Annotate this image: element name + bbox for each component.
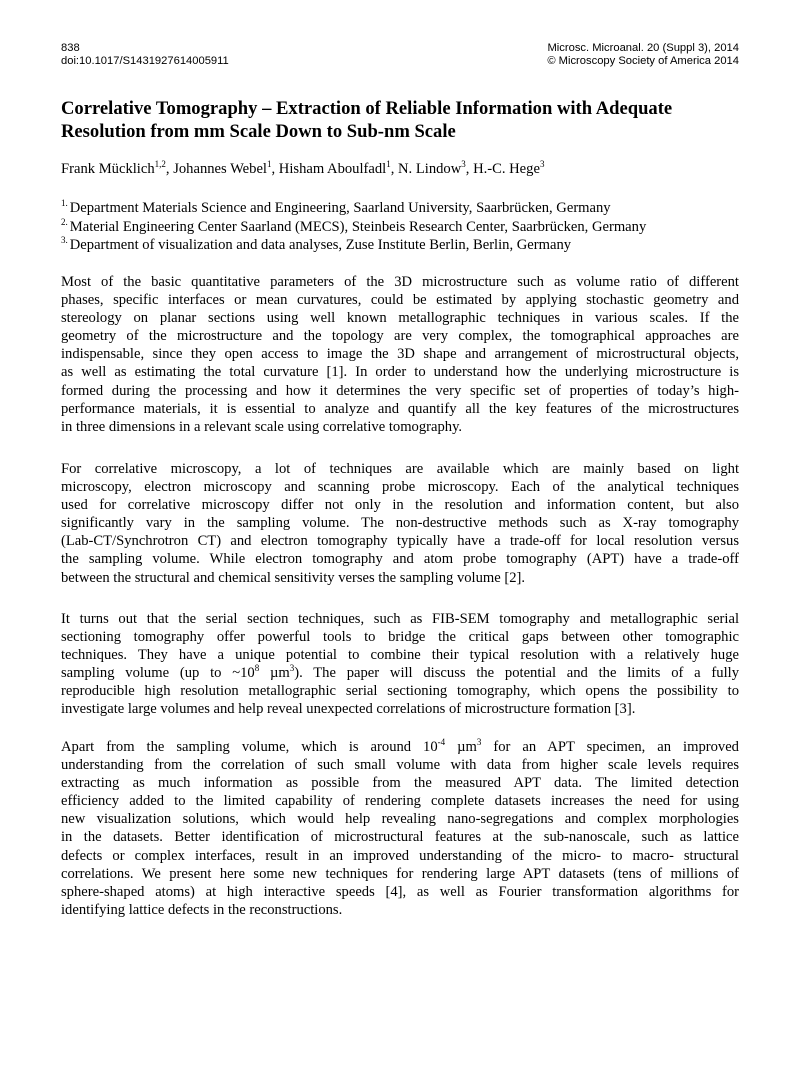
paragraph-line: phases, specific interfaces or mean curvatures, could be estimated by applying stochastic geometry and — [61, 292, 739, 309]
paragraph — [61, 273, 739, 436]
title-line: Correlative Tomography – Extraction of Reliable Information with Adequate — [61, 98, 673, 119]
paragraph-line: It turns out that the serial section techniques, such as FIB-SEM tomography and metallographic serial — [61, 611, 739, 627]
paragraph-line: stereology on planar sections using well known metallographic techniques in various scales. If the — [61, 310, 739, 327]
author-separator: , — [390, 161, 399, 177]
author — [473, 161, 544, 177]
paragraph-line: as well as estimating the total curvature [1]. In order to understand how the underlying microstructure is — [61, 364, 739, 381]
header-right — [547, 42, 739, 68]
paragraph-line: used for correlative microscopy differ not only in the resolution and information content, but also — [61, 497, 739, 514]
paragraph — [61, 460, 739, 587]
affiliation-mark: 3. — [61, 235, 68, 245]
paragraph-line: Apart from the sampling volume, which is around $10^{-4}$ µm$^3$ for an APT specimen, an improved — [61, 737, 739, 755]
superscript: 3 — [476, 737, 482, 747]
paragraph-line: between the structural and chemical sensitivity verses the sampling volume [2]. — [61, 569, 526, 586]
author-affiliation-mark: 3 — [461, 159, 466, 169]
affiliation-mark: 1. — [61, 198, 68, 208]
author-name: Hisham Aboulfadl — [278, 161, 387, 177]
author — [398, 161, 466, 177]
author-affiliation-mark: 1 — [267, 159, 272, 169]
paragraph-line: performance materials, it is essential to analyze and quantify all the key features of the microstructures — [61, 400, 739, 417]
author — [279, 161, 391, 177]
author-separator: , — [465, 161, 474, 177]
superscript: 3 — [289, 663, 295, 674]
paragraph-line: techniques. They have a unique potential to combine their typical resolution with a relatively huge — [61, 647, 739, 664]
journal-citation: Microsc. Microanal. 20 (Suppl 3), 2014 — [547, 42, 739, 54]
header-left — [61, 42, 229, 68]
affiliation-text: Department Materials Science and Engineering, Saarland University, Saarbrücken, Germany — [69, 200, 611, 216]
author-name: Johannes Webel — [173, 161, 267, 177]
page-number: 838 — [61, 42, 80, 54]
copyright: © Microscopy Society of America 2014 — [547, 55, 739, 67]
paragraph-line: correlations. We present here some new techniques for rendering large APT datasets (tens of millions of — [61, 865, 739, 882]
paragraph-line: sectioning tomography offer powerful tools to bridge the critical gaps between other tomographic — [61, 629, 739, 646]
affiliation-list — [61, 199, 751, 255]
paragraph-line: defects or complex interfaces, result in an improved understanding of the micro- to macro- structural — [61, 847, 739, 864]
affiliation — [61, 199, 751, 218]
author-name: H.-C. Hege — [473, 161, 540, 177]
author — [61, 161, 166, 177]
author-separator: , — [165, 161, 174, 177]
paragraph-line: indispensable, since they open access to image the 3D shape and arrangement of microstructural objects, — [61, 346, 739, 363]
doi: doi:10.1017/S1431927614005911 — [61, 55, 229, 67]
affiliation — [61, 218, 751, 237]
affiliation — [61, 236, 751, 255]
superscript: -4 — [437, 737, 446, 747]
affiliation-text: Department of visualization and data analyses, Zuse Institute Berlin, Berlin, Germany — [69, 237, 572, 253]
paragraph-line: For correlative microscopy, a lot of techniques are available which are mainly based on light — [61, 461, 739, 477]
paragraph-line: identifying lattice defects in the reconstructions. — [61, 901, 343, 918]
paragraph-line: efficiency added to the limited capability of rendering complete datasets increases the need for using — [61, 793, 739, 810]
superscript: 8 — [254, 663, 260, 674]
paragraph-line: the sampling volume. While electron tomography and atom probe tomography (APT) have a trade-off — [61, 551, 739, 568]
author — [173, 161, 271, 177]
title-line: Resolution from mm Scale Down to Sub-nm Scale — [61, 121, 456, 142]
paragraph-line: sampling volume (up to $\sim 10^8$ µm$^3$). The paper will discuss the potential and the limits of a fully — [61, 663, 739, 682]
paragraph-line: new visualization solutions, which would help revealing nano-segregations and complex morphologies — [61, 811, 739, 828]
paragraph-line: formed during the processing and how it determines the very specific set of properties of today’s high- — [61, 382, 739, 399]
paragraph-line: Most of the basic quantitative parameters of the 3D microstructure such as volume ratio of different — [61, 274, 739, 290]
author-affiliation-mark: 3 — [539, 159, 545, 169]
author-affiliation-mark: 1,2 — [154, 159, 166, 169]
paper-title — [61, 97, 751, 143]
author-name: Frank Mücklich — [61, 161, 155, 177]
paragraph-line: significantly vary in the sampling volume. The non-destructive methods such as X-ray tomography — [61, 515, 739, 532]
affiliation-mark: 2. — [61, 216, 68, 227]
paragraph-line: investigate large volumes and help reveal unexpected correlations of microstructure formation [3]. — [61, 701, 636, 718]
paragraph-line: in three dimensions in a relevant scale using correlative tomography. — [61, 418, 463, 435]
paragraph — [61, 738, 739, 919]
paragraph-line: microscopy, electron microscopy and scanning probe microscopy. Each of the analytical techniques — [61, 479, 739, 496]
affiliation-text: Material Engineering Center Saarland (MECS), Steinbeis Research Center, Saarbrücken, Germany — [69, 218, 647, 235]
paragraph — [61, 610, 739, 719]
paragraph-line: in the datasets. Better identification of microstructural features at the sub-nanoscale, such as lattice — [61, 829, 739, 846]
paragraph-line: (Lab-CT/Synchrotron CT) and electron tomography typically have a trade-off for local resolution versus — [61, 533, 739, 550]
paragraph-line: understanding from the correlation of such small volume with data from higher scale levels requires — [61, 757, 739, 774]
author-affiliation-mark: 1 — [386, 159, 391, 169]
paragraph-line: reproducible high resolution metallographic serial sectioning tomography, which opens the possibility to — [61, 683, 739, 700]
author-name: N. Lindow — [398, 161, 462, 177]
paragraph-line: extracting as much information as possible from the measured APT data. The limited detection — [61, 775, 739, 792]
author-separator: , — [271, 161, 279, 177]
author-list — [61, 160, 751, 178]
paragraph-line: sphere-shaped atoms) at high interactive speeds [4], as well as Fourier transformation algorithms for — [61, 883, 739, 900]
paragraph-line: geometry of the microstructure and the topology are very complex, the tomographical approaches are — [61, 328, 739, 345]
